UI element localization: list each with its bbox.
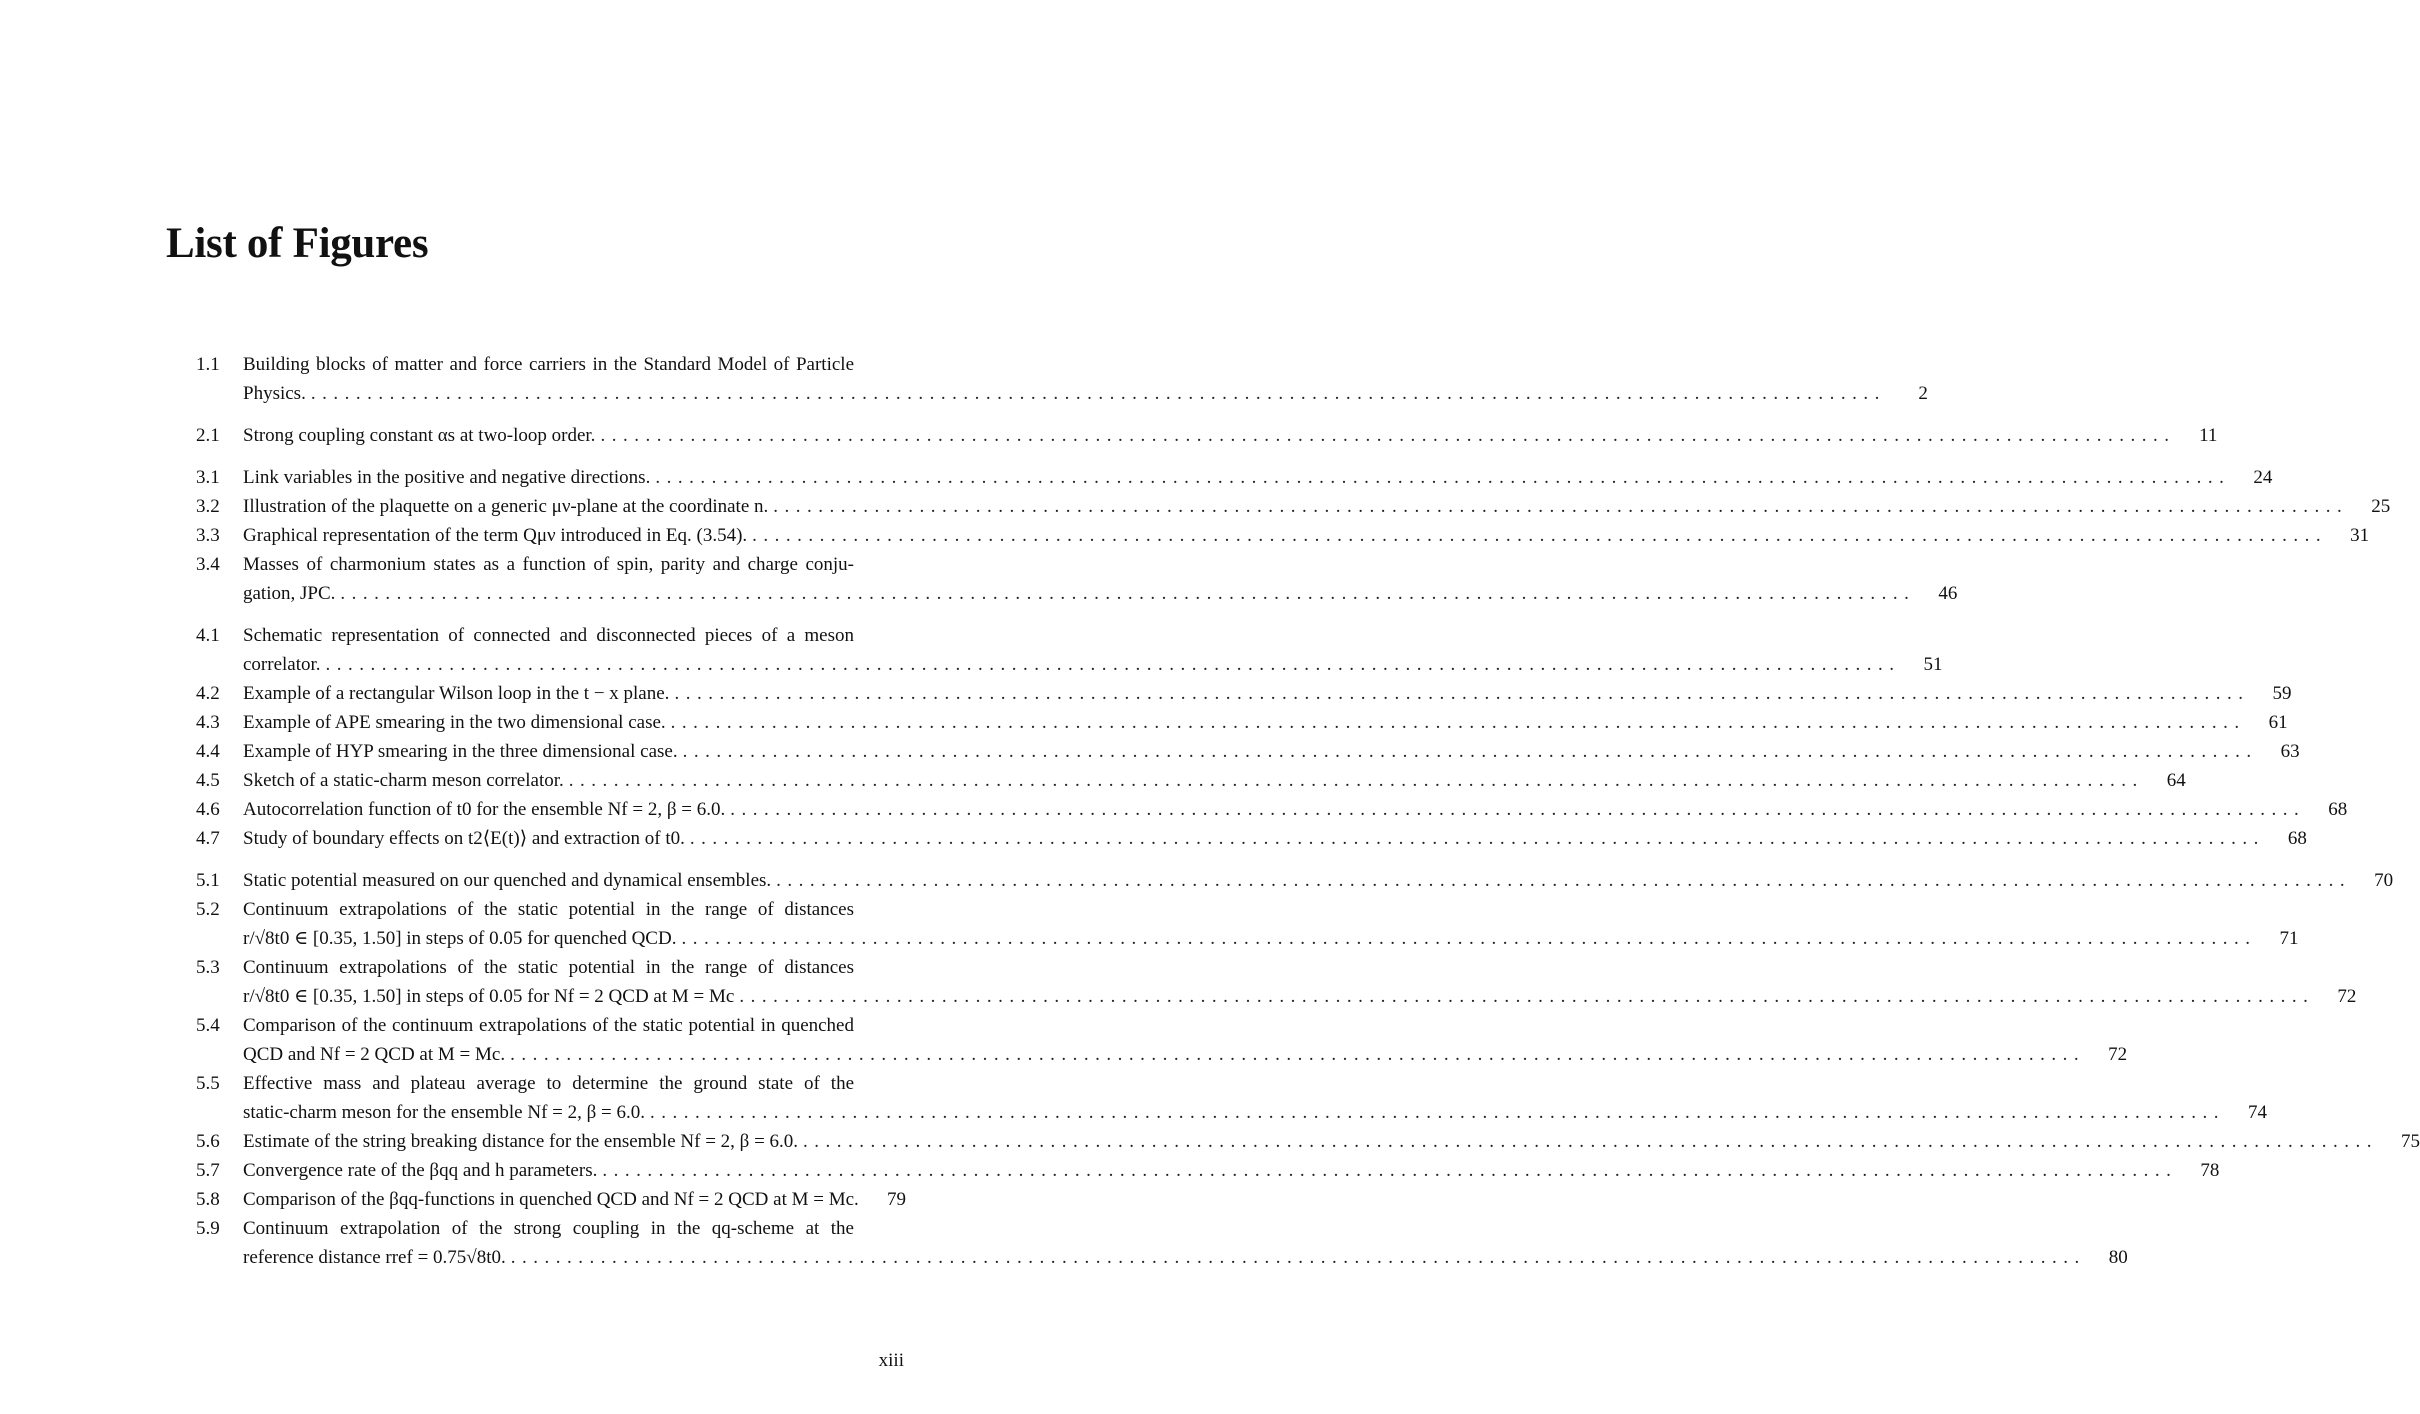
figure-title-row: [243, 766, 2186, 795]
dot-leader: ............................................................................................................................................: [510, 1247, 2086, 1268]
figure-page-number: 31: [2350, 525, 2370, 546]
figure-title: Example of APE smearing in the two dimensional case.: [243, 712, 666, 733]
figure-title-first-line: Continuum extrapolations of the static potential in the range of distances: [243, 899, 854, 920]
figure-page-number: 64: [2166, 770, 2186, 791]
dot-leader: ............................................................................................................................................: [803, 1131, 2379, 1152]
figure-number: 5.5: [196, 1073, 220, 1094]
figure-title: Convergence rate of the βqq and h parameters.: [243, 1160, 598, 1181]
figure-page-number: 74: [2248, 1102, 2268, 1123]
figure-title: Graphical representation of the term Qμν introduced in Eq. (3.54).: [243, 525, 748, 546]
figure-entry[interactable]: [196, 1214, 2128, 1272]
dot-leader: ............................................................................................................................................: [310, 383, 1886, 404]
figure-group: [196, 621, 2348, 853]
figure-entry[interactable]: [196, 708, 2288, 737]
figure-number: 5.2: [196, 899, 220, 920]
figure-title-row: [243, 708, 2288, 737]
dot-leader: ............................................................................................................................................: [730, 799, 2306, 820]
dot-leader: ............................................................................................................................................: [325, 654, 1901, 675]
figure-title-first-line: Continuum extrapolations of the static potential in the range of distances: [243, 957, 854, 978]
figure-page-number: 70: [2374, 870, 2394, 891]
figure-title: Example of a rectangular Wilson loop in the t − x plane.: [243, 683, 670, 704]
dot-leader: ............................................................................................................................................: [674, 683, 2250, 704]
figure-title-first-line: Masses of charmonium states as a function of spin, parity and charge conju-: [243, 554, 854, 575]
figure-number: 2.1: [196, 425, 220, 446]
figure-title: Estimate of the string breaking distance for the ensemble Nf = 2, β = 6.0.: [243, 1131, 799, 1152]
figure-title-row: [243, 521, 2370, 550]
dot-leader: ............................................................................................................................................: [650, 1102, 2226, 1123]
figure-entry[interactable]: [196, 350, 1928, 408]
figure-entry[interactable]: [196, 492, 2391, 521]
figure-entry[interactable]: [196, 737, 2300, 766]
figure-group: [196, 421, 2218, 450]
figure-entry[interactable]: [196, 550, 1958, 608]
figure-page-number: 2: [1918, 383, 1928, 404]
figure-title-row: [243, 982, 2357, 1011]
figure-title: static-charm meson for the ensemble Nf = 2, β = 6.0.: [243, 1102, 646, 1123]
figure-title: gation, JPC.: [243, 583, 336, 604]
page-number: xiii: [878, 1350, 904, 1371]
figure-title-row: [243, 492, 2391, 521]
figure-page-number: 80: [2108, 1247, 2128, 1268]
figure-entry[interactable]: [196, 1011, 2128, 1069]
dot-leader: ............................................................................................................................................: [602, 1160, 2178, 1181]
figure-title: Link variables in the positive and negative directions.: [243, 467, 651, 488]
figure-title-row: [243, 1098, 2268, 1127]
figure-page-number: 71: [2279, 928, 2299, 949]
dot-leader: ............................................................................................................................................: [670, 712, 2246, 733]
figure-page-number: 11: [2199, 425, 2218, 446]
figure-number: 5.7: [196, 1160, 220, 1181]
figure-number: 3.4: [196, 554, 220, 575]
figure-page-number: 72: [2108, 1044, 2128, 1065]
dot-leader: ............................................................................................................................................: [773, 496, 2349, 517]
figure-title-row: [243, 924, 2299, 953]
dot-leader: ............................................................................................................................................: [739, 986, 2315, 1007]
figure-title-first-line: Building blocks of matter and force carriers in the Standard Model of Particle: [243, 354, 854, 375]
figure-title: reference distance rref = 0.75√8t0.: [243, 1247, 506, 1268]
figure-title-row: [243, 1156, 2220, 1185]
figure-title-row: [243, 650, 1943, 679]
dot-leader: ............................................................................................................................................: [340, 583, 1916, 604]
figure-group: [196, 463, 2391, 608]
figure-number: 4.7: [196, 828, 220, 849]
figure-entry[interactable]: [196, 1156, 2220, 1185]
figure-page-number: 59: [2272, 683, 2292, 704]
figure-title-first-line: Comparison of the continuum extrapolations of the static potential in quenched: [243, 1015, 854, 1036]
figure-entry[interactable]: [196, 866, 2394, 895]
figure-entry[interactable]: [196, 895, 2299, 953]
figure-number: 5.6: [196, 1131, 220, 1152]
figure-entry[interactable]: [196, 766, 2186, 795]
figure-number: 4.1: [196, 625, 220, 646]
figure-number: 5.1: [196, 870, 220, 891]
figure-entry[interactable]: [196, 621, 1943, 679]
list-of-figures: [196, 350, 2420, 1285]
figure-entry[interactable]: [196, 1069, 2268, 1127]
figure-title: correlator.: [243, 654, 321, 675]
figure-title-row: [243, 795, 2348, 824]
figure-title-row: [243, 824, 2307, 853]
figure-page-number: 78: [2200, 1160, 2220, 1181]
figure-number: 5.9: [196, 1218, 220, 1239]
figure-title: r/√8t0 ∈ [0.35, 1.50] in steps of 0.05 for Nf = 2 QCD at M = Mc: [243, 986, 735, 1007]
figure-title: Example of HYP smearing in the three dimensional case.: [243, 741, 678, 762]
figure-title-first-line: Schematic representation of connected and disconnected pieces of a meson: [243, 625, 854, 646]
figure-page-number: 63: [2280, 741, 2300, 762]
figure-entry[interactable]: [196, 679, 2292, 708]
figure-number: 4.6: [196, 799, 220, 820]
figure-title-first-line: Effective mass and plateau average to determine the ground state of the: [243, 1073, 854, 1094]
figure-title-row: [243, 463, 2273, 492]
figure-title-row: [243, 737, 2300, 766]
figure-number: 1.1: [196, 354, 220, 375]
figure-title-first-line: Continuum extrapolation of the strong coupling in the qq-scheme at the: [243, 1218, 854, 1239]
dot-leader: ............................................................................................................................................: [568, 770, 2144, 791]
figure-title: Strong coupling constant αs at two-loop order.: [243, 425, 596, 446]
figure-title-row: [243, 579, 1958, 608]
figure-page-number: 75: [2401, 1131, 2420, 1152]
figure-page-number: 79: [887, 1189, 906, 1210]
page-title: List of Figures: [166, 220, 429, 267]
figure-page-number: 51: [1923, 654, 1943, 675]
figure-title-row: [243, 1243, 2128, 1272]
figure-number: 5.8: [196, 1189, 220, 1210]
dot-leader: ............................................................................................................................................: [689, 828, 2265, 849]
dot-leader: ............................................................................................................................................: [776, 870, 2352, 891]
figure-number: 3.3: [196, 525, 220, 546]
figure-entry[interactable]: [196, 824, 2307, 853]
figure-title: Physics.: [243, 383, 306, 404]
figure-title-row: [243, 679, 2292, 708]
figure-group: [196, 866, 2420, 1272]
figure-page-number: 25: [2371, 496, 2391, 517]
figure-title: Static potential measured on our quenched and dynamical ensembles.: [243, 870, 772, 891]
figure-entry[interactable]: [196, 521, 2370, 550]
figure-number: 3.2: [196, 496, 220, 517]
figure-title-row: [243, 1040, 2128, 1069]
figure-title: Autocorrelation function of t0 for the ensemble Nf = 2, β = 6.0.: [243, 799, 726, 820]
figure-entry[interactable]: [196, 463, 2273, 492]
figure-title-row: [243, 379, 1928, 408]
dot-leader: ............................................................................................................................................: [681, 928, 2257, 949]
figure-entry[interactable]: [196, 421, 2218, 450]
figure-entry[interactable]: [196, 1185, 906, 1214]
figure-title: Study of boundary effects on t2⟨E(t)⟩ and extraction of t0.: [243, 828, 685, 849]
figure-number: 4.3: [196, 712, 220, 733]
figure-page-number: 24: [2253, 467, 2273, 488]
figure-number: 3.1: [196, 467, 220, 488]
dot-leader: ............................................................................................................................................: [682, 741, 2258, 762]
figure-group: [196, 350, 1928, 408]
figure-title-row: [243, 866, 2394, 895]
figure-title: Sketch of a static-charm meson correlator.: [243, 770, 564, 791]
figure-title: r/√8t0 ∈ [0.35, 1.50] in steps of 0.05 for quenched QCD.: [243, 928, 677, 949]
figure-title-row: [243, 421, 2218, 450]
figure-title-row: [243, 1185, 906, 1214]
figure-number: 4.4: [196, 741, 220, 762]
figure-page-number: 72: [2337, 986, 2357, 1007]
dot-leader: ............................................................................................................................................: [510, 1044, 2086, 1065]
figure-title: Comparison of the βqq-functions in quenched QCD and Nf = 2 QCD at M = Mc.: [243, 1189, 859, 1210]
figure-number: 5.3: [196, 957, 220, 978]
figure-page-number: 61: [2268, 712, 2288, 733]
figure-entry[interactable]: [196, 795, 2348, 824]
figure-number: 4.5: [196, 770, 220, 791]
figure-page-number: 46: [1938, 583, 1958, 604]
figure-page-number: 68: [2328, 799, 2348, 820]
figure-number: 4.2: [196, 683, 220, 704]
figure-page-number: 68: [2287, 828, 2307, 849]
dot-leader: ............................................................................................................................................: [600, 425, 2176, 446]
dot-leader: ............................................................................................................................................: [655, 467, 2231, 488]
figure-title: QCD and Nf = 2 QCD at M = Mc.: [243, 1044, 506, 1065]
figure-title-row: [243, 1127, 2420, 1156]
figure-title: Illustration of the plaquette on a generic μν-plane at the coordinate n.: [243, 496, 769, 517]
figure-number: 5.4: [196, 1015, 220, 1036]
figure-entry[interactable]: [196, 953, 2357, 1011]
dot-leader: ............................................................................................................................................: [752, 525, 2328, 546]
figure-entry[interactable]: [196, 1127, 2420, 1156]
